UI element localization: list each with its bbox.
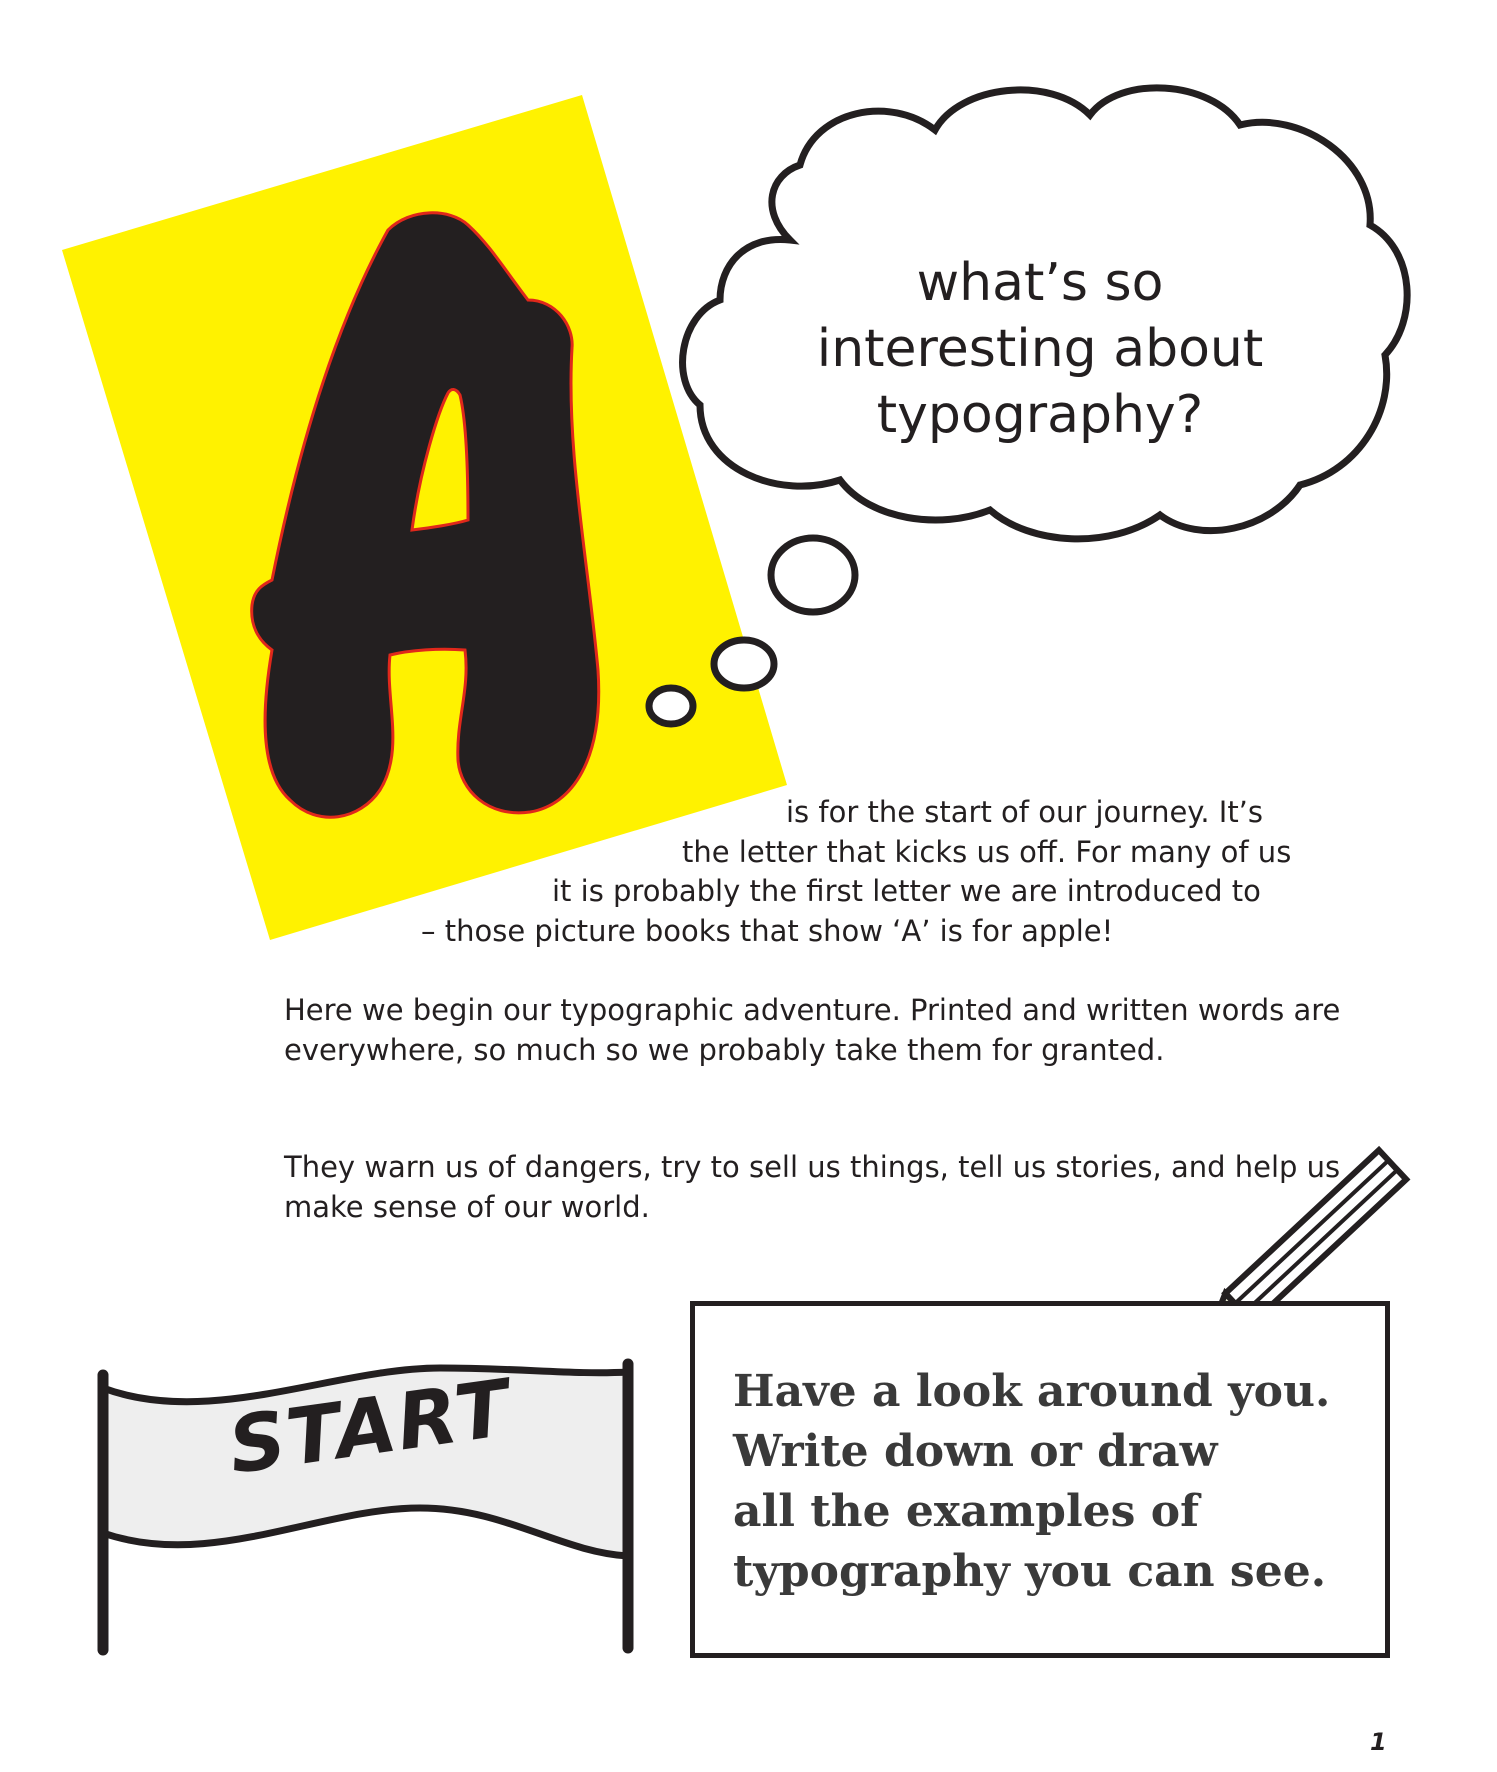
activity-line: Have a look around you. bbox=[733, 1366, 1331, 1417]
thought-trail-bubble-medium bbox=[714, 640, 774, 688]
thought-trail-bubble-large bbox=[771, 538, 855, 612]
activity-line: typography you can see. bbox=[733, 1546, 1327, 1597]
activity-line: Write down or draw bbox=[733, 1426, 1218, 1477]
thought-line: interesting about bbox=[816, 319, 1264, 379]
thought-trail-bubble-small bbox=[649, 688, 693, 724]
intro-line: the letter that kicks us off. For many of us bbox=[682, 835, 1292, 869]
intro-line: is for the start of our journey. It’s bbox=[786, 795, 1264, 829]
thought-line: what’s so bbox=[916, 253, 1164, 313]
activity-prompt bbox=[733, 1362, 1373, 1602]
body-paragraph: They warn us of dangers, try to sell us things, tell us stories, and help us make sense of our world. bbox=[284, 1150, 1341, 1224]
activity-line: all the examples of bbox=[733, 1486, 1200, 1537]
start-banner-label: START bbox=[223, 1363, 517, 1492]
intro-line: it is probably the first letter we are introduced to bbox=[552, 874, 1261, 908]
body-paragraph: Here we begin our typographic adventure. Printed and written words are everywhere, so much so we probably take them for granted. bbox=[284, 993, 1341, 1067]
page-number: 1 bbox=[1370, 1728, 1387, 1756]
thought-bubble-text bbox=[760, 250, 1320, 448]
intro-line: – those picture books that show ‘A’ is for apple! bbox=[421, 914, 1114, 948]
thought-line: typography? bbox=[876, 385, 1204, 445]
